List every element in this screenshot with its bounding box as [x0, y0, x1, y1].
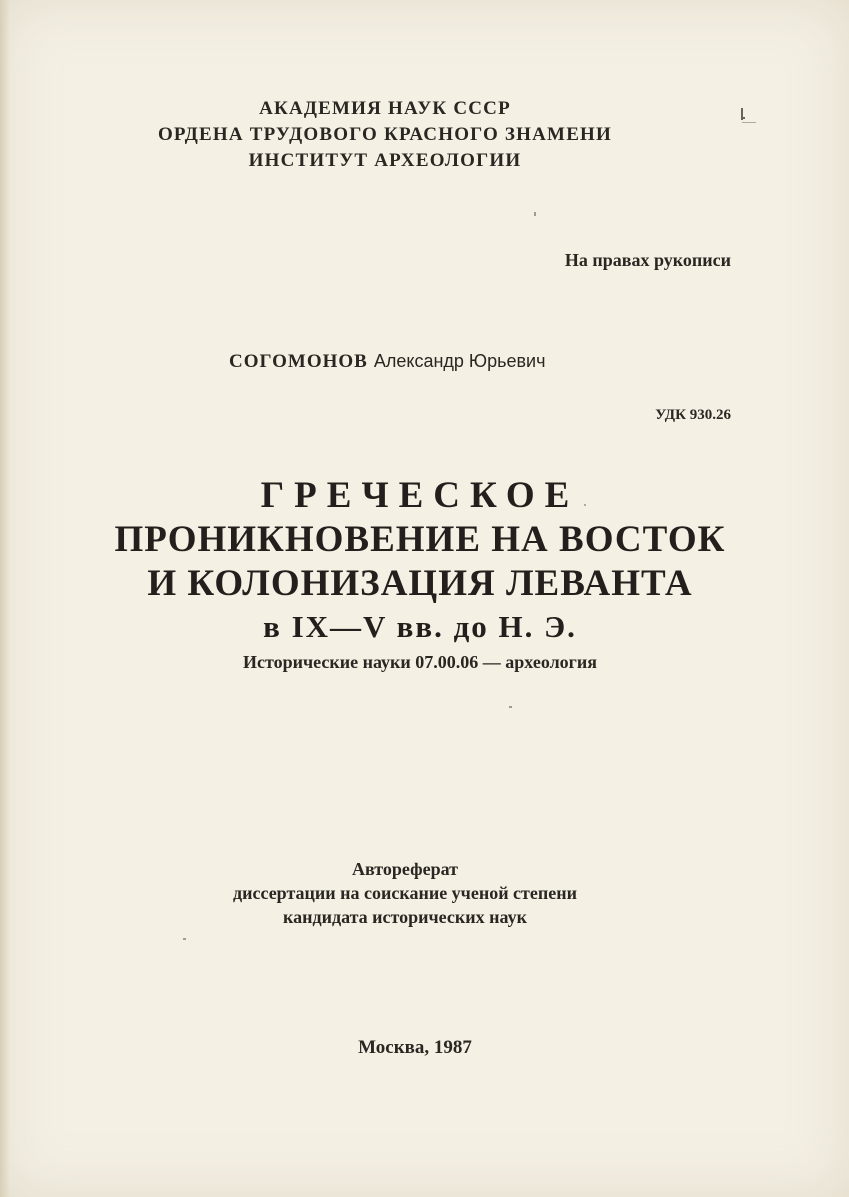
author-surname: СОГОМОНОВ [229, 351, 368, 372]
institution-line-institute: ИНСТИТУТ АРХЕОЛОГИИ [248, 150, 522, 171]
abstract-line-3: кандидата исторических наук [283, 907, 527, 927]
abstract-line-1: Автореферат [352, 859, 458, 879]
page-edge-shadow [0, 0, 10, 1197]
paper-speck [183, 938, 186, 940]
institution-header [140, 96, 630, 174]
institution-line-academy: АКАДЕМИЯ НАУК СССР [259, 98, 511, 119]
paper-speck [584, 504, 586, 506]
institution-line-order: ОРДЕНА ТРУДОВОГО КРАСНОГО ЗНАМЕНИ [157, 124, 613, 145]
paper-speck [509, 706, 512, 708]
paper-speck [742, 122, 756, 123]
title-line-2: ПРОНИКНОВЕНИЕ НА ВОСТОК [114, 519, 726, 560]
paper-speck [534, 212, 536, 216]
specialty-line: Исторические науки 07.00.06 — археология [243, 652, 597, 672]
dissertation-title [100, 474, 740, 648]
title-line-1: ГРЕЧЕСКОЕ [260, 475, 580, 516]
author-given-names: Александр Юрьевич [373, 351, 546, 371]
title-line-4: в IX—V вв. до Н. Э. [263, 609, 577, 644]
place-and-year: Москва, 1987 [358, 1037, 472, 1058]
paper-speck [741, 117, 745, 119]
udk-code: УДК 930.26 [655, 407, 731, 423]
abstract-line-2: диссертации на соискание ученой степени [233, 883, 577, 903]
title-line-3: И КОЛОНИЗАЦИЯ ЛЕВАНТА [147, 563, 693, 604]
manuscript-rights-note: На правах рукописи [564, 250, 731, 270]
author-name [229, 351, 546, 373]
abstract-description [140, 857, 670, 929]
